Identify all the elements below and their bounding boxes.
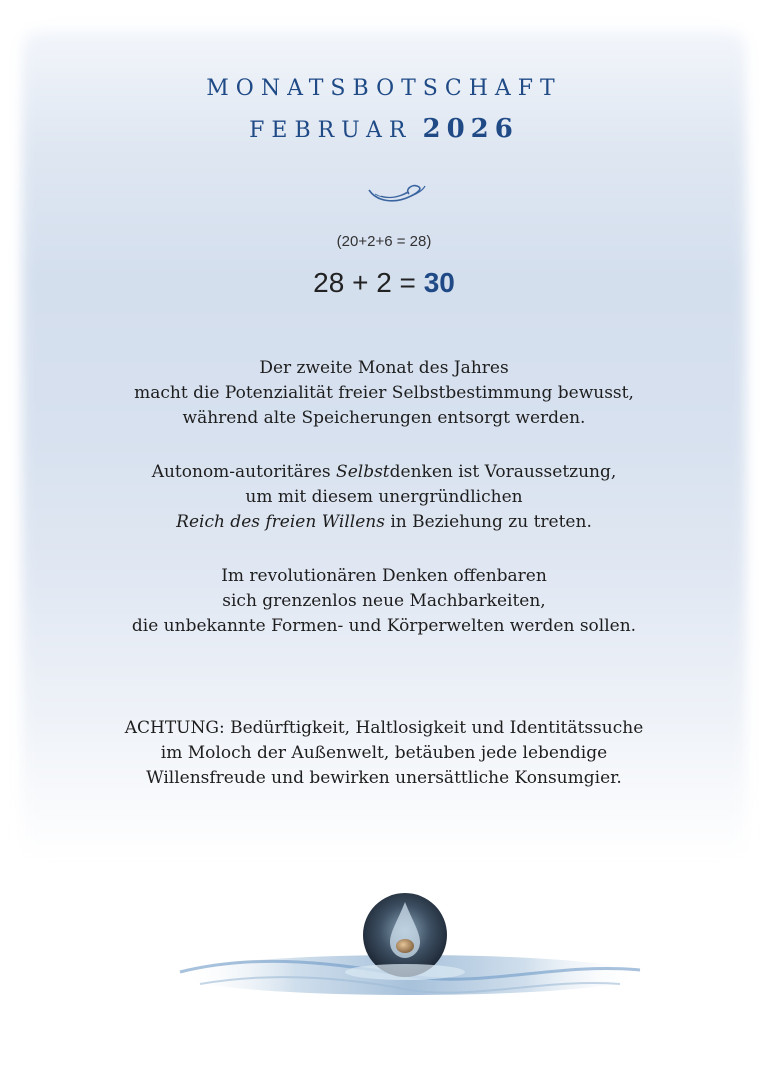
text-span: denken ist Voraussetzung, xyxy=(389,462,617,482)
formula-big xyxy=(0,267,768,299)
formula-left: 28 + 2 = xyxy=(313,267,424,298)
paragraph-line: Willensfreude und bewirken unersättliche Konsumgier. xyxy=(146,768,622,788)
month-line xyxy=(0,106,768,154)
paragraph-2 xyxy=(0,460,768,535)
italic-span: Selbst xyxy=(336,462,390,482)
paragraph-line xyxy=(0,510,768,535)
paragraph-line: macht die Potenzialität freier Selbstbestimmung bewusst, xyxy=(134,383,634,403)
year-label: 2026 xyxy=(422,114,519,144)
paragraph-line: die unbekannte Formen- und Körperwelten werden sollen. xyxy=(131,616,637,636)
italic-span: Reich des freien Willens xyxy=(176,512,385,532)
paragraph-line: im Moloch der Außenwelt, betäuben jede lebendige xyxy=(160,743,608,763)
paragraph-line: während alte Speicherungen entsorgt werden. xyxy=(182,408,586,428)
paragraph-1 xyxy=(0,356,768,431)
formula-small: (20+2+6 = 28) xyxy=(336,233,432,250)
month-label: FEBRUAR xyxy=(249,118,413,143)
page-title: MONATSBOTSCHAFT xyxy=(206,76,562,101)
paragraph-line xyxy=(0,460,768,485)
water-drop-image xyxy=(170,880,650,1030)
paragraph-line: sich grenzenlos neue Machbarkeiten, xyxy=(222,591,546,611)
formula-result: 30 xyxy=(423,267,455,298)
paragraph-line: um mit diesem unergründlichen xyxy=(245,487,523,507)
page-header xyxy=(0,72,768,154)
swirl-ornament-icon xyxy=(365,180,427,208)
paragraph-3 xyxy=(0,564,768,639)
paragraph-line: Der zweite Monat des Jahres xyxy=(259,358,509,378)
text-span: in Beziehung zu treten. xyxy=(384,512,592,532)
paragraph-line: Im revolutionären Denken offenbaren xyxy=(221,566,547,586)
paragraph-line: ACHTUNG: Bedürftigkeit, Haltlosigkeit und Identitätssuche xyxy=(124,718,644,738)
text-span: Autonom-autoritäres xyxy=(151,462,337,482)
paragraph-warning xyxy=(0,716,768,791)
